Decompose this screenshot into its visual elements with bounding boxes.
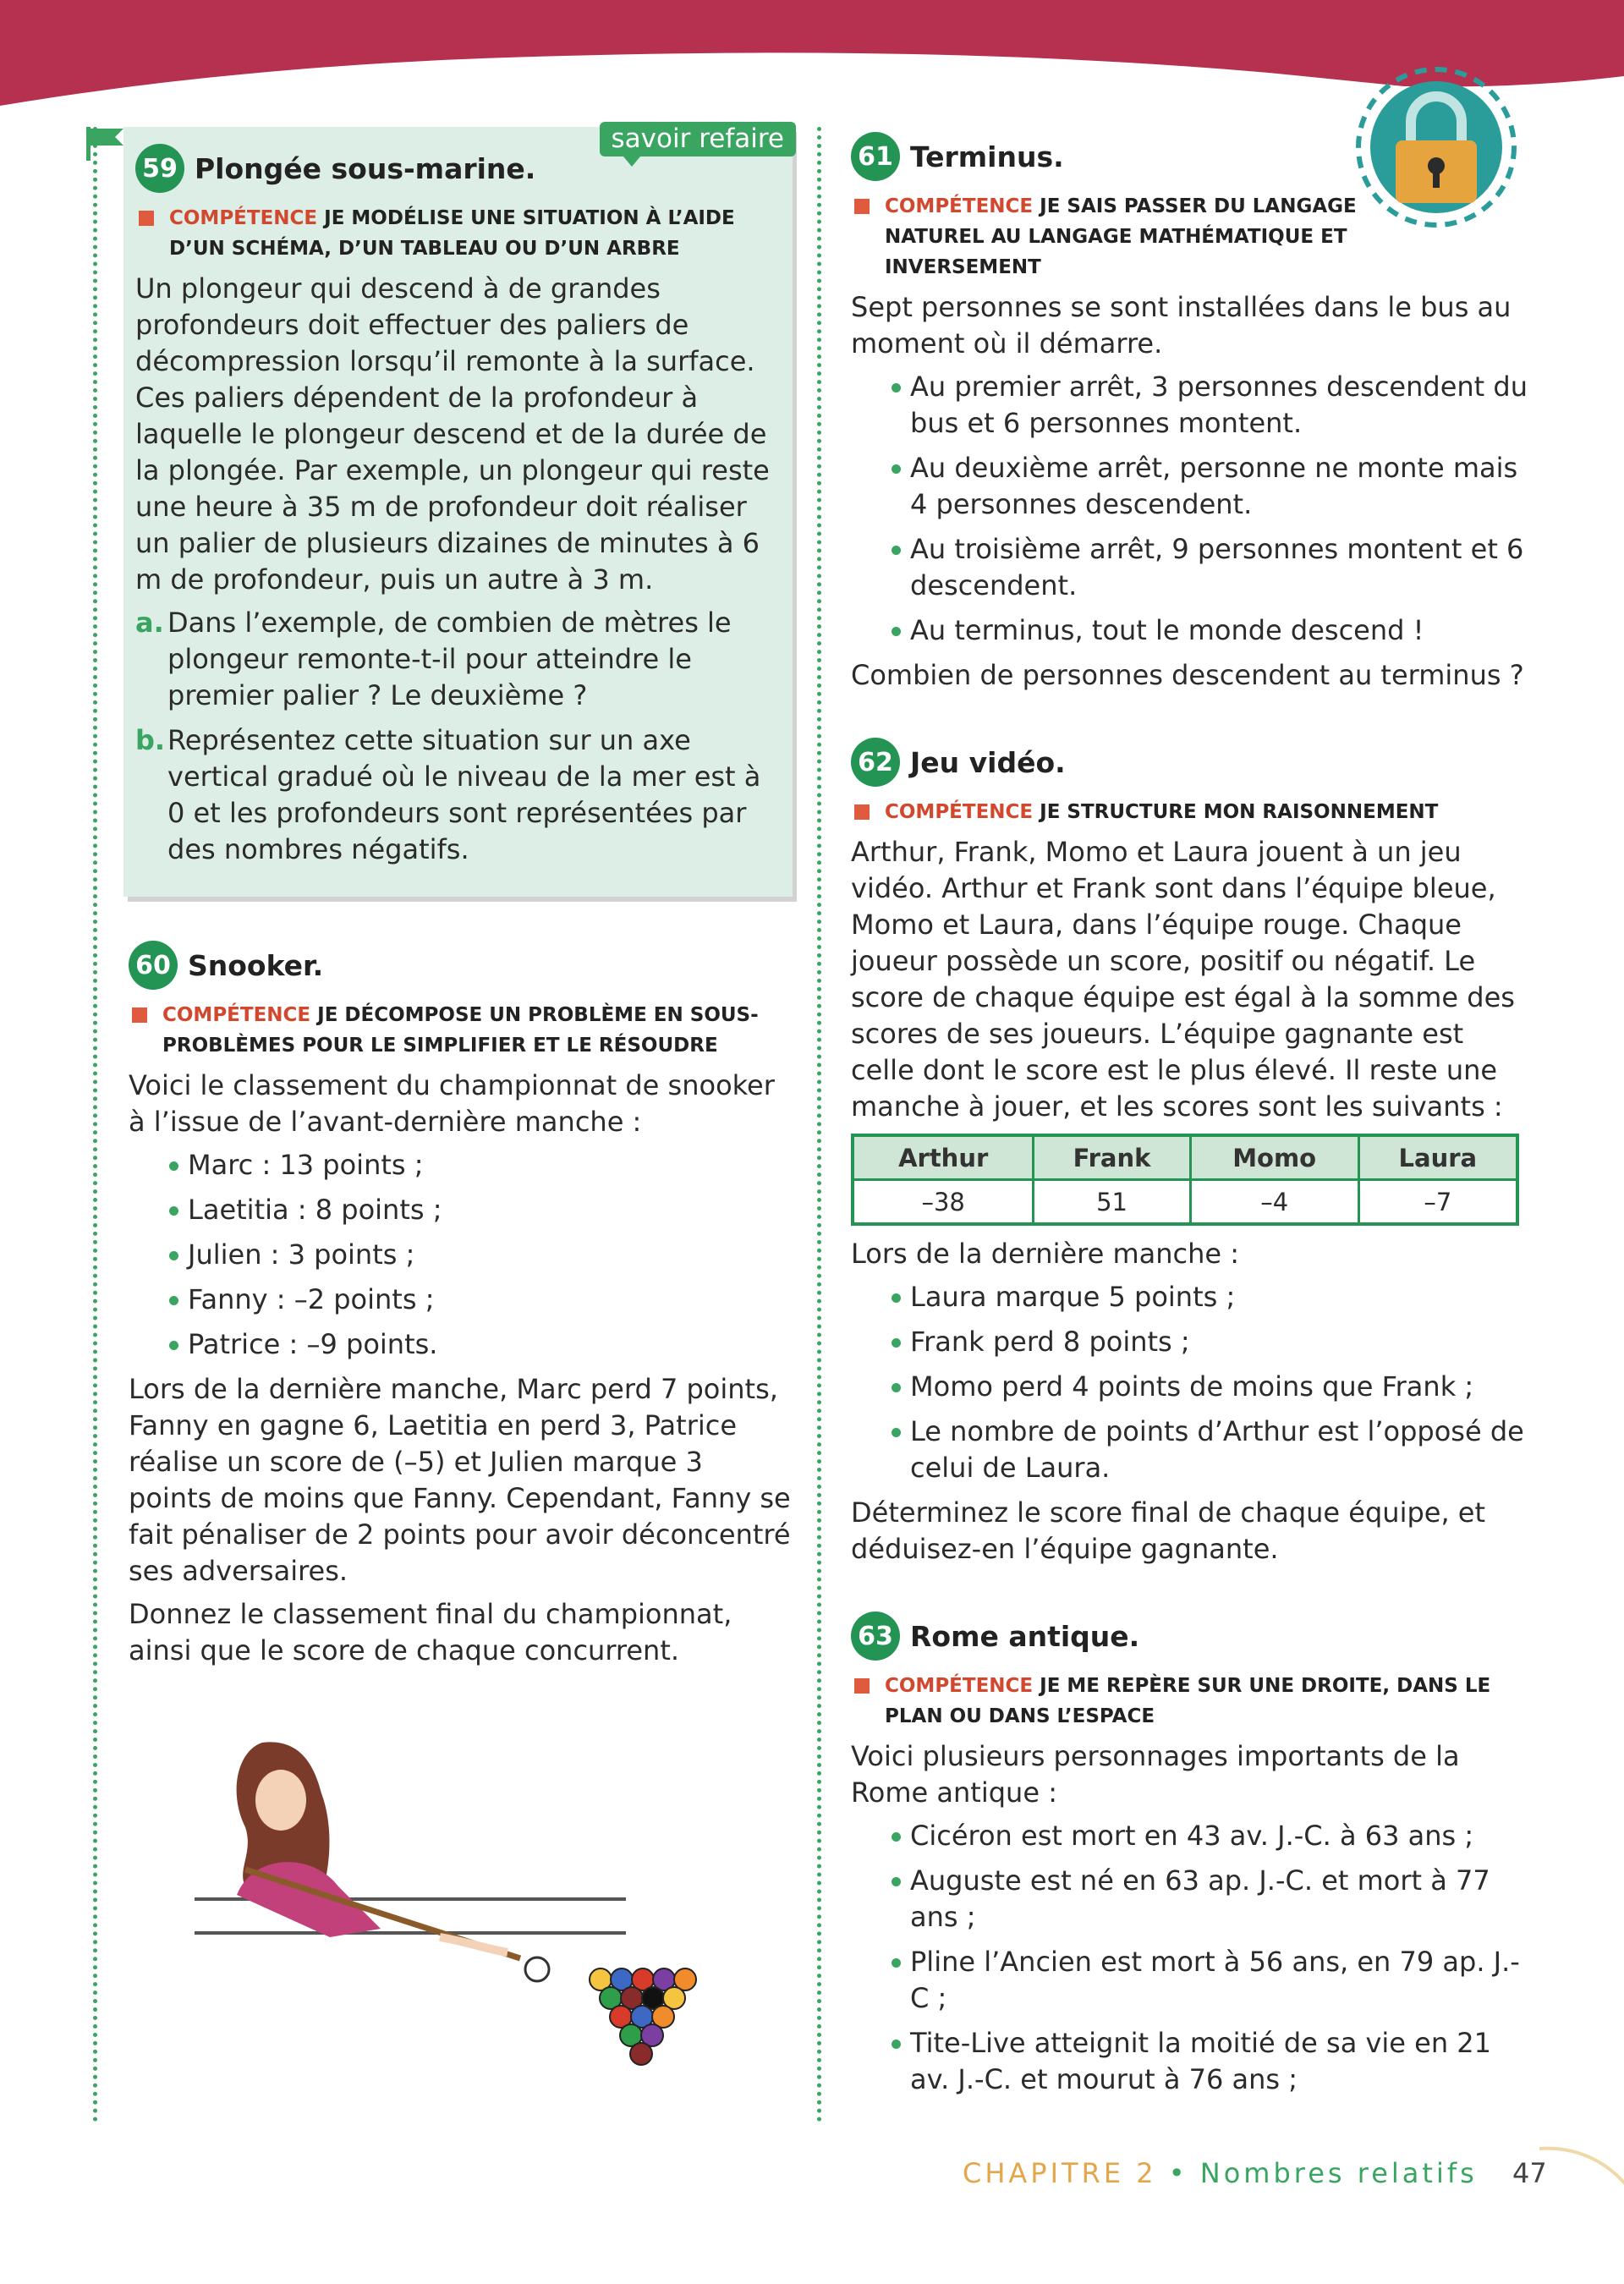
competence [135,203,777,264]
table-header: Momo [1190,1135,1358,1180]
scores-table [851,1134,1519,1226]
competence [851,191,1358,283]
exercise-title: Rome antique. [910,1619,1140,1653]
list-item: Laetitia : 8 points ; [169,1192,793,1228]
corner-arc [1506,2132,1624,2284]
competence-text: JE MODÉLISE UNE SITUATION À L’AIDE D’UN SCHÉMA, D’UN TABLEAU OU D’UN ARBRE [169,207,735,260]
list-item: Le nombre de points d’Arthur est l’opposé de celui de Laura. [892,1414,1528,1486]
competence-keyword: COMPÉTENCE [162,1004,311,1026]
flag-icon [85,127,127,161]
list-item: Au terminus, tout le monde descend ! [892,612,1528,649]
exercise-61-heading [851,132,1528,181]
exercise-number: 63 [851,1611,900,1661]
table-header: Arthur [853,1135,1034,1180]
list-item: Frank perd 8 points ; [892,1324,1528,1360]
list-item: Marc : 13 points ; [169,1147,793,1183]
list-item: Pline l’Ancien est mort à 56 ans, en 79 ap. J.-C ; [892,1944,1528,2017]
list-item: Tite-Live atteignit la moitié de sa vie en 21 av. J.-C. et mourut à 76 ans ; [892,2025,1528,2098]
exercise-question: Déterminez le score final de chaque équipe, et déduisez-en l’équipe gagnante. [851,1496,1486,1565]
competence-text: JE DÉCOMPOSE UN PROBLÈME EN SOUS-PROBLÈMES POUR LE SIMPLIFIER ET LE RÉSOUDRE [162,1004,759,1057]
exercise-title: Plongée sous-marine. [195,151,536,185]
competence-text: JE STRUCTURE MON RAISONNEMENT [1040,801,1439,823]
list-item: Momo perd 4 points de moins que Frank ; [892,1369,1528,1405]
exercise-number: 62 [851,738,900,787]
people-list [851,1818,1528,2098]
question-a: a. Dans l’exemple, de combien de mètres le plongeur remonte-t-il pour atteindre le premier palier ? Le deuxième ? [135,607,732,711]
exercise-question: Donnez le classement final du championnat, ainsi que le score de chaque concurrent. [129,1598,732,1666]
chapter-label: CHAPITRE 2 [963,2157,1157,2189]
list-item: Patrice : –9 points. [169,1326,793,1363]
table-cell: –38 [853,1180,1034,1225]
exercise-61 [851,132,1528,694]
exercise-body: Un plongeur qui descend à de grandes profondeurs doit effectuer des paliers de décompression lorsqu’il remonte à la surface. Ces paliers dépendent de la profondeur à laquelle le plongeur descend et de la durée de la plongée. Par exemple, un plongeur qui reste une heure à 35 m de profondeur doit réaliser un palier de plusieurs dizaines de minutes à 6 m de profondeur, puis un autre à 3 m. [135,272,770,596]
question-b: b. Représentez cette situation sur un axe vertical gradué où le niveau de la mer est à 0 et les profondeurs sont représentées par des nombres négatifs. [135,724,761,865]
competence-text: JE SAIS PASSER DU LANGAGE NATUREL AU LANGAGE MATHÉMATIQUE ET INVERSEMENT [885,195,1357,278]
table-cell: –4 [1190,1180,1358,1225]
exercise-text: Lors de la dernière manche : [851,1238,1240,1270]
competence [129,1000,793,1061]
exercise-62 [851,738,1528,1568]
stops-list [851,369,1528,649]
chapter-title: Nombres relatifs [1199,2157,1478,2189]
exercise-title: Jeu vidéo. [910,745,1066,779]
exercise-body: Arthur, Frank, Momo et Laura jouent à un jeu vidéo. Arthur et Frank sont dans l’équipe bleue, Momo et Laura, dans l’équipe rouge. Chaque joueur possède un score, positif ou négatif. Le score de chaque équipe est égal à la somme des scores de ses joueurs. L’équipe gagnante est celle dont le score est le plus élevé. Il reste une manche à jouer, et les scores sont les suivants : [851,836,1515,1123]
table-header: Laura [1358,1135,1517,1180]
list-item: Au premier arrêt, 3 personnes descendent du bus et 6 personnes montent. [892,369,1528,442]
competence-keyword: COMPÉTENCE [885,801,1034,823]
last-round-list [851,1279,1528,1486]
chapter-footer [963,2157,1478,2189]
competence-keyword: COMPÉTENCE [885,195,1034,217]
exercise-63 [851,1611,1528,2098]
pool-player-illustration [186,1726,795,2089]
competence-keyword: COMPÉTENCE [885,1675,1034,1697]
left-dotted-rule [93,127,97,2123]
exercise-intro: Voici plusieurs personnages importants de la Rome antique : [851,1740,1460,1809]
savoir-refaire-tag: savoir refaire [600,122,796,156]
list-item: Cicéron est mort en 43 av. J.-C. à 63 ans ; [892,1818,1528,1854]
competence-text: JE ME REPÈRE SUR UNE DROITE, DANS LE PLAN OU DANS L’ESPACE [885,1675,1491,1727]
left-column [129,124,793,1713]
exercise-63-heading [851,1611,1528,1661]
page-number: 47 [1512,2157,1547,2189]
list-item: Au troisième arrêt, 9 personnes montent et 6 descendent. [892,531,1528,604]
table-cell: –7 [1358,1180,1517,1225]
exercise-intro: Voici le classement du championnat de snooker à l’issue de l’avant-dernière manche : [129,1069,775,1138]
right-column [851,127,1528,2142]
list-item: Julien : 3 points ; [169,1237,793,1273]
table-row [853,1180,1517,1225]
competence-keyword: COMPÉTENCE [169,207,318,229]
list-item: Laura marque 5 points ; [892,1279,1528,1315]
exercise-body: Lors de la dernière manche, Marc perd 7 points, Fanny en gagne 6, Laetitia en perd 3, Patrice réalise un score de (–5) et Julien marque 3 points de moins que Fanny. Cependant, Fanny se fait pénaliser de 2 points pour avoir déconcentré ses adversaires. [129,1373,791,1587]
list-item: Fanny : –2 points ; [169,1282,793,1318]
exercise-title: Terminus. [910,140,1064,173]
table-header: Frank [1034,1135,1190,1180]
exercise-number: 60 [129,941,178,990]
footer-bullet: • [1168,2157,1188,2189]
table-header-row [853,1135,1517,1180]
competence [851,1671,1528,1732]
competence [851,797,1528,827]
exercise-60 [129,941,793,1669]
exercise-60-heading [129,941,793,990]
table-cell: 51 [1034,1180,1190,1225]
exercise-59 [123,124,793,897]
center-dotted-rule [817,127,821,2123]
exercise-number: 59 [135,144,184,193]
exercise-title: Snooker. [188,948,324,982]
list-item: Auguste est né en 63 ap. J.-C. et mort à 77 ans ; [892,1863,1528,1935]
exercise-question: Combien de personnes descendent au terminus ? [851,659,1524,691]
list-item: Au deuxième arrêt, personne ne monte mais 4 personnes descendent. [892,450,1528,523]
exercise-62-heading [851,738,1528,787]
ranking-list [129,1147,793,1363]
exercise-intro: Sept personnes se sont installées dans le bus au moment où il démarre. [851,291,1512,360]
exercise-number: 61 [851,132,900,181]
